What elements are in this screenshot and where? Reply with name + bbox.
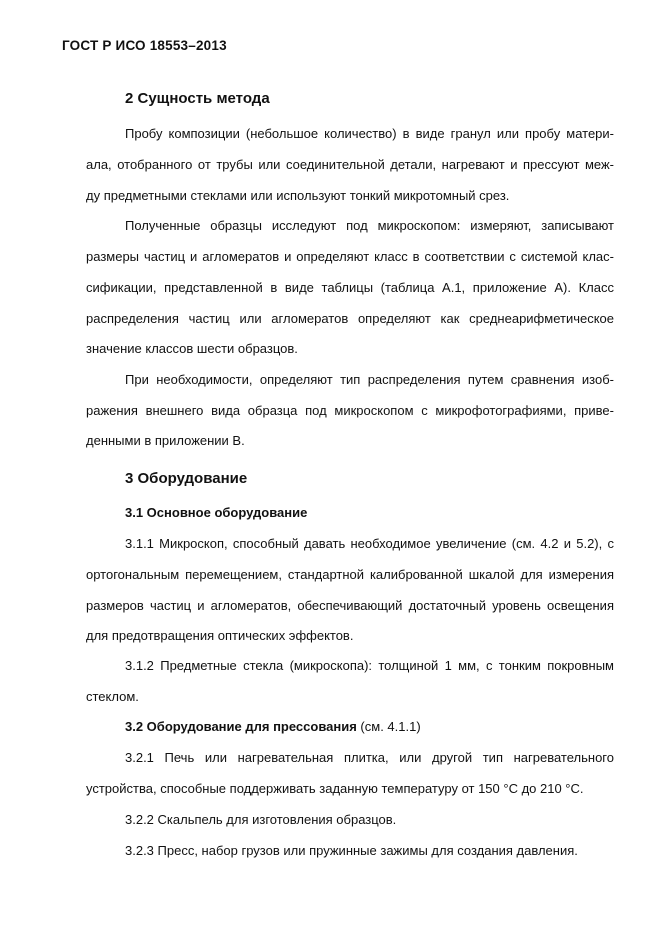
paragraph-line: Полученные образцы исследуют под микроскопом: измеряют, записывают [125, 218, 614, 233]
subsection-3-1-title: 3.1 Основное оборудование [125, 505, 308, 520]
paragraph-line: сификации, представленной в виде таблицы (таблица А.1, приложение А). Класс [86, 280, 614, 295]
paragraph-line: для предотвращения оптических эффектов. [86, 628, 354, 643]
document-header: ГОСТ Р ИСО 18553–2013 [62, 38, 227, 53]
paragraph-line: значение классов шести образцов. [86, 341, 298, 356]
paragraph-line: стеклом. [86, 689, 139, 704]
subsection-3-2-title [125, 719, 421, 734]
section-3-title: 3 Оборудование [125, 470, 248, 487]
paragraph-line: ортогональным перемещением, стандартной калиброванной шкалой для измерения [86, 567, 614, 582]
paragraph-line: ала, отобранного от трубы или соединительной детали, нагревают и прессуют меж- [86, 157, 614, 172]
paragraph-line: 3.2.3 Пресс, набор грузов или пружинные зажимы для создания давления. [125, 843, 578, 858]
paragraph-line: ду предметными стеклами или используют тонкий микротомный срез. [86, 188, 510, 203]
paragraph-line: ражения внешнего вида образца под микроскопом с микрофотографиями, приве- [86, 403, 614, 418]
subsection-3-2-title-text: 3.2 Оборудование для прессования [125, 719, 357, 734]
paragraph-line: Пробу композиции (небольшое количество) в виде гранул или пробу матери- [125, 126, 614, 141]
paragraph-line: 3.2.1 Печь или нагревательная плитка, или другой тип нагревательного [125, 750, 614, 765]
paragraph-line: денными в приложении В. [86, 433, 245, 448]
paragraph-line: 3.1.2 Предметные стекла (микроскопа): толщиной 1 мм, с тонким покровным [125, 658, 614, 673]
paragraph-line: 3.2.2 Скальпель для изготовления образцов. [125, 812, 397, 827]
paragraph-line: устройства, способные поддерживать заданную температуру от 150 °С до 210 °С. [86, 781, 584, 796]
paragraph-line: При необходимости, определяют тип распределения путем сравнения изоб- [125, 372, 614, 387]
paragraph-line: размеров частиц и агломератов, обеспечивающий достаточный уровень освещения [86, 598, 614, 613]
subsection-3-2-ref: (см. 4.1.1) [356, 719, 421, 734]
paragraph-line: распределения частиц или агломератов определяют как среднеарифметическое [86, 311, 614, 326]
paragraph-line: 3.1.1 Микроскоп, способный давать необходимое увеличение (см. 4.2 и 5.2), с [125, 536, 614, 551]
paragraph-line: размеры частиц и агломератов и определяют класс в соответствии с системой клас- [86, 249, 614, 264]
section-2-title: 2 Сущность метода [125, 90, 270, 107]
